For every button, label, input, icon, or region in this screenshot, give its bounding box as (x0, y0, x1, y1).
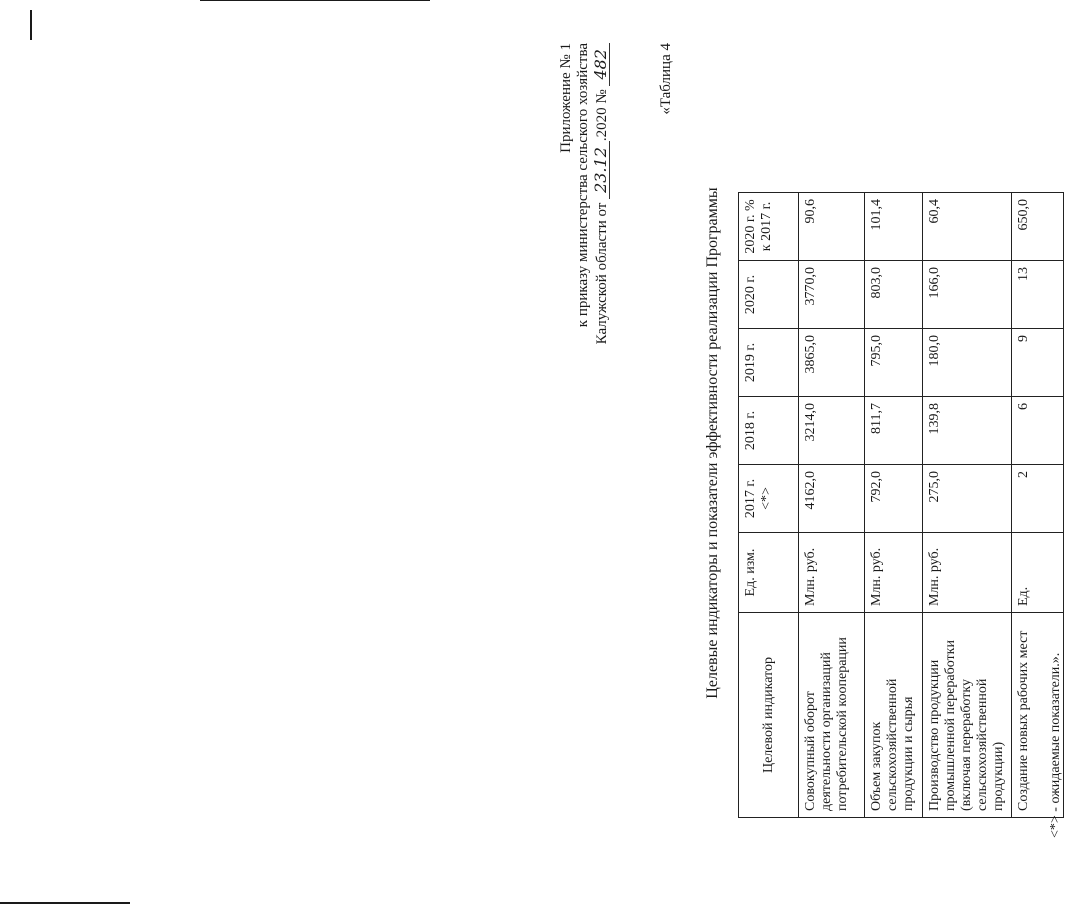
value-2019: 3865,0 (799, 329, 865, 397)
footnote: <*> - ожидаемые показатели.». (1048, 652, 1063, 838)
value-2017: 275,0 (923, 465, 1012, 533)
order-year: .2020 (594, 107, 610, 142)
indicator-name: Совокупный оборот деятельности организаций потребительской кооперации (799, 613, 865, 818)
value-2017: 4162,0 (799, 465, 865, 533)
value-2020: 13 (1012, 261, 1064, 329)
indicator-name: Производство продукции промышленной переработки (включая переработку сельскохозяйственной продукции) (923, 613, 1012, 818)
indicators-table (738, 192, 1064, 818)
appendix-number: Приложение № 1 (558, 43, 574, 153)
scan-artifact-top-left (30, 10, 32, 40)
order-date-line (592, 43, 611, 344)
number-sign: № (594, 89, 610, 104)
table-row (865, 193, 923, 818)
unit-cell: Ед. (1012, 533, 1064, 613)
handwritten-date: 23.12 (592, 141, 610, 199)
value-2018: 3214,0 (799, 397, 865, 465)
rotated-page (548, 13, 1068, 873)
unit-cell: Млн. руб. (799, 533, 865, 613)
order-reference: к приказу министерства сельского хозяйства (575, 43, 591, 328)
value-2017: 792,0 (865, 465, 923, 533)
value-pct: 650,0 (1012, 193, 1064, 261)
value-2019: 180,0 (923, 329, 1012, 397)
value-pct: 60,4 (923, 193, 1012, 261)
value-2020: 166,0 (923, 261, 1012, 329)
indicator-name: Объем закупок сельскохозяйственной продукции и сырья (865, 613, 923, 818)
order-region: Калужской области от (594, 202, 610, 345)
col-header-2019: 2019 г. (739, 329, 799, 397)
value-2018: 139,8 (923, 397, 1012, 465)
col-header-unit: Ед. изм. (739, 533, 799, 613)
col-header-indicator: Целевой индикатор (739, 613, 799, 818)
col-header-pct: 2020 г. % к 2017 г. (739, 193, 799, 261)
scan-artifact-bottom (0, 902, 130, 904)
unit-cell: Млн. руб. (865, 533, 923, 613)
indicator-name: Создание новых рабочих мест (1012, 613, 1064, 818)
col-header-2020: 2020 г. (739, 261, 799, 329)
table-row (799, 193, 865, 818)
value-2019: 9 (1012, 329, 1064, 397)
value-pct: 90,6 (799, 193, 865, 261)
value-2019: 795,0 (865, 329, 923, 397)
unit-cell: Млн. руб. (923, 533, 1012, 613)
handwritten-number: 482 (592, 43, 610, 86)
value-2017: 2 (1012, 465, 1064, 533)
col-header-2017: 2017 г. <*> (739, 465, 799, 533)
appendix-header (558, 43, 611, 344)
value-2020: 803,0 (865, 261, 923, 329)
scan-artifact-top (200, 0, 430, 1)
table-label: «Таблица 4 (658, 43, 674, 115)
value-2018: 6 (1012, 397, 1064, 465)
col-header-2018: 2018 г. (739, 397, 799, 465)
table-header-row (739, 193, 799, 818)
table-row (923, 193, 1012, 818)
value-2018: 811,7 (865, 397, 923, 465)
value-pct: 101,4 (865, 193, 923, 261)
value-2020: 3770,0 (799, 261, 865, 329)
document-title: Целевые индикаторы и показатели эффективности реализации Программы (704, 187, 721, 699)
